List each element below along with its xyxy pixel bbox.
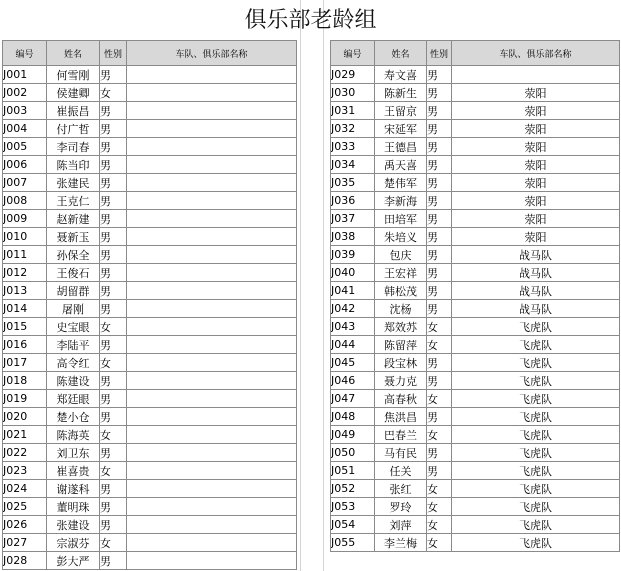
cell-id[interactable]: J005 [3, 138, 47, 156]
cell-gender[interactable]: 男 [427, 84, 452, 102]
cell-name[interactable]: 田培军 [375, 210, 427, 228]
cell-team[interactable] [127, 120, 297, 138]
cell-name[interactable]: 寿文喜 [375, 66, 427, 84]
header-row [3, 41, 297, 66]
sheet-title[interactable]: 俱乐部老龄组 [244, 8, 377, 33]
cell-gender[interactable]: 男 [100, 336, 127, 354]
cell-name[interactable]: 宗淑芬 [47, 534, 100, 552]
grid-line [300, 0, 301, 571]
cell-gender[interactable]: 女 [100, 354, 127, 372]
cell-team[interactable] [127, 84, 297, 102]
cell-id[interactable]: J034 [331, 156, 375, 174]
header-team[interactable]: 车队、俱乐部名称 [127, 41, 297, 66]
cell-id[interactable]: J031 [331, 102, 375, 120]
cell-gender[interactable]: 男 [100, 300, 127, 318]
cell-gender[interactable]: 女 [100, 426, 127, 444]
table-row [331, 336, 620, 354]
cell-gender[interactable]: 男 [427, 354, 452, 372]
table-row [3, 390, 297, 408]
cell-id[interactable]: J043 [331, 318, 375, 336]
cell-gender[interactable]: 男 [100, 174, 127, 192]
table-row [3, 426, 297, 444]
cell-team[interactable]: 飞虎队 [452, 318, 620, 336]
table-row [331, 372, 620, 390]
cell-team[interactable]: 飞虎队 [452, 480, 620, 498]
cell-name[interactable]: 李兰梅 [375, 534, 427, 552]
cell-id[interactable]: J027 [3, 534, 47, 552]
table-row [3, 516, 297, 534]
cell-name[interactable]: 陈留萍 [375, 336, 427, 354]
cell-id[interactable]: J007 [3, 174, 47, 192]
cell-name[interactable]: 陈当印 [47, 156, 100, 174]
cell-team[interactable] [127, 408, 297, 426]
table-row [3, 372, 297, 390]
table-row [331, 318, 620, 336]
table-row [331, 354, 620, 372]
cell-gender[interactable]: 男 [427, 174, 452, 192]
cell-team[interactable]: 荥阳 [452, 84, 620, 102]
cell-team[interactable] [127, 318, 297, 336]
cell-team[interactable]: 飞虎队 [452, 426, 620, 444]
cell-id[interactable]: J016 [3, 336, 47, 354]
cell-name[interactable]: 高春秋 [375, 390, 427, 408]
cell-id[interactable]: J012 [3, 264, 47, 282]
cell-id[interactable]: J003 [3, 102, 47, 120]
cell-gender[interactable]: 男 [427, 138, 452, 156]
table-row [331, 138, 620, 156]
table-row [3, 102, 297, 120]
cell-gender[interactable]: 男 [100, 228, 127, 246]
cell-name[interactable]: 侯建卿 [47, 84, 100, 102]
cell-id[interactable]: J022 [3, 444, 47, 462]
cell-gender[interactable]: 男 [427, 102, 452, 120]
cell-gender[interactable]: 男 [427, 120, 452, 138]
cell-gender[interactable]: 男 [100, 210, 127, 228]
cell-name[interactable]: 罗玲 [375, 498, 427, 516]
table-row [3, 120, 297, 138]
cell-id[interactable]: J037 [331, 210, 375, 228]
table-row [331, 534, 620, 552]
table-row [331, 426, 620, 444]
cell-name[interactable]: 屠刚 [47, 300, 100, 318]
cell-name[interactable]: 聂新玉 [47, 228, 100, 246]
cell-name[interactable]: 包庆 [375, 246, 427, 264]
cell-team[interactable] [127, 300, 297, 318]
cell-id[interactable]: J054 [331, 516, 375, 534]
table-row [331, 228, 620, 246]
table-row [3, 66, 297, 84]
cell-name[interactable]: 张红 [375, 480, 427, 498]
cell-name[interactable]: 李新海 [375, 192, 427, 210]
table-row [331, 480, 620, 498]
cell-id[interactable]: J030 [331, 84, 375, 102]
table-row [3, 462, 297, 480]
table-row [331, 498, 620, 516]
cell-gender[interactable]: 女 [427, 336, 452, 354]
table-row [331, 156, 620, 174]
header-id[interactable]: 编号 [3, 41, 47, 66]
cell-gender[interactable]: 女 [427, 534, 452, 552]
cell-name[interactable]: 陈建设 [47, 372, 100, 390]
header-id[interactable]: 编号 [331, 41, 375, 66]
cell-name[interactable]: 宋延军 [375, 120, 427, 138]
table-row [331, 516, 620, 534]
cell-team[interactable] [452, 66, 620, 84]
cell-team[interactable]: 飞虎队 [452, 444, 620, 462]
cell-name[interactable]: 马有民 [375, 444, 427, 462]
cell-team[interactable]: 飞虎队 [452, 498, 620, 516]
cell-id[interactable]: J029 [331, 66, 375, 84]
cell-name[interactable]: 付广哲 [47, 120, 100, 138]
cell-name[interactable]: 崔振昌 [47, 102, 100, 120]
cell-name[interactable]: 王留京 [375, 102, 427, 120]
header-row [331, 41, 620, 66]
table-row [3, 480, 297, 498]
cell-id[interactable]: J042 [331, 300, 375, 318]
cell-gender[interactable]: 男 [100, 390, 127, 408]
cell-team[interactable]: 飞虎队 [452, 534, 620, 552]
table-row [3, 282, 297, 300]
cell-name[interactable]: 王俊石 [47, 264, 100, 282]
cell-gender[interactable]: 女 [100, 534, 127, 552]
cell-name[interactable]: 刘萍 [375, 516, 427, 534]
table-row [3, 156, 297, 174]
cell-id[interactable]: J001 [3, 66, 47, 84]
cell-gender[interactable]: 男 [427, 192, 452, 210]
cell-team[interactable] [127, 426, 297, 444]
cell-name[interactable]: 焦洪昌 [375, 408, 427, 426]
table-row [3, 228, 297, 246]
cell-gender[interactable]: 男 [427, 282, 452, 300]
cell-id[interactable]: J023 [3, 462, 47, 480]
cell-id[interactable]: J033 [331, 138, 375, 156]
cell-team[interactable] [127, 534, 297, 552]
table-row [3, 192, 297, 210]
cell-team[interactable] [127, 246, 297, 264]
table-row [331, 264, 620, 282]
table-row [331, 390, 620, 408]
cell-name[interactable]: 巴春兰 [375, 426, 427, 444]
cell-gender[interactable]: 男 [427, 300, 452, 318]
cell-team[interactable]: 飞虎队 [452, 462, 620, 480]
table-row [3, 300, 297, 318]
cell-team[interactable] [127, 480, 297, 498]
header-team[interactable]: 车队、俱乐部名称 [452, 41, 620, 66]
table-row [331, 444, 620, 462]
cell-name[interactable]: 韩松茂 [375, 282, 427, 300]
cell-gender[interactable]: 女 [100, 318, 127, 336]
table-row [3, 498, 297, 516]
cell-id[interactable]: J049 [331, 426, 375, 444]
cell-name[interactable]: 李司春 [47, 138, 100, 156]
cell-id[interactable]: J035 [331, 174, 375, 192]
cell-gender[interactable]: 男 [427, 228, 452, 246]
table-row [331, 102, 620, 120]
cell-name[interactable]: 李陆平 [47, 336, 100, 354]
cell-gender[interactable]: 男 [100, 480, 127, 498]
cell-team[interactable] [127, 552, 297, 570]
cell-team[interactable]: 荥阳 [452, 192, 620, 210]
left-roster-table [2, 40, 297, 570]
cell-team[interactable] [127, 156, 297, 174]
cell-team[interactable] [127, 444, 297, 462]
cell-id[interactable]: J015 [3, 318, 47, 336]
cell-name[interactable]: 郑廷眼 [47, 390, 100, 408]
table-row [331, 120, 620, 138]
cell-team[interactable]: 飞虎队 [452, 408, 620, 426]
cell-team[interactable] [127, 462, 297, 480]
table-row [331, 174, 620, 192]
cell-gender[interactable]: 男 [427, 444, 452, 462]
table-row [3, 246, 297, 264]
cell-id[interactable]: J008 [3, 192, 47, 210]
cell-team[interactable] [127, 228, 297, 246]
cell-gender[interactable]: 女 [427, 390, 452, 408]
cell-team[interactable]: 荥阳 [452, 228, 620, 246]
table-row [3, 354, 297, 372]
cell-team[interactable] [127, 210, 297, 228]
cell-team[interactable]: 荥阳 [452, 120, 620, 138]
cell-name[interactable]: 王宏祥 [375, 264, 427, 282]
cell-id[interactable]: J048 [331, 408, 375, 426]
table-row [331, 84, 620, 102]
cell-name[interactable]: 张建设 [47, 516, 100, 534]
cell-gender[interactable]: 男 [100, 156, 127, 174]
cell-gender[interactable]: 男 [427, 66, 452, 84]
cell-team[interactable] [127, 498, 297, 516]
cell-name[interactable]: 聂力克 [375, 372, 427, 390]
table-row [3, 84, 297, 102]
cell-gender[interactable]: 男 [100, 66, 127, 84]
cell-id[interactable]: J017 [3, 354, 47, 372]
cell-name[interactable]: 陈海英 [47, 426, 100, 444]
cell-team[interactable]: 飞虎队 [452, 390, 620, 408]
cell-id[interactable]: J026 [3, 516, 47, 534]
cell-id[interactable]: J020 [3, 408, 47, 426]
cell-name[interactable]: 陈新生 [375, 84, 427, 102]
table-row [3, 336, 297, 354]
cell-gender[interactable]: 女 [427, 498, 452, 516]
cell-id[interactable]: J045 [331, 354, 375, 372]
cell-team[interactable] [127, 282, 297, 300]
cell-name[interactable]: 史宝眼 [47, 318, 100, 336]
cell-id[interactable]: J018 [3, 372, 47, 390]
cell-name[interactable]: 王克仁 [47, 192, 100, 210]
cell-name[interactable]: 谢遂科 [47, 480, 100, 498]
cell-team[interactable]: 战马队 [452, 246, 620, 264]
cell-name[interactable]: 郑效苏 [375, 318, 427, 336]
cell-gender[interactable]: 男 [100, 246, 127, 264]
cell-name[interactable]: 张建民 [47, 174, 100, 192]
cell-id[interactable]: J010 [3, 228, 47, 246]
cell-id[interactable]: J024 [3, 480, 47, 498]
cell-name[interactable]: 赵新建 [47, 210, 100, 228]
grid-line [323, 0, 324, 571]
cell-name[interactable]: 孙保全 [47, 246, 100, 264]
cell-id[interactable]: J044 [331, 336, 375, 354]
cell-name[interactable]: 高令红 [47, 354, 100, 372]
cell-team[interactable]: 战马队 [452, 282, 620, 300]
cell-gender[interactable]: 男 [100, 552, 127, 570]
cell-id[interactable]: J009 [3, 210, 47, 228]
cell-name[interactable]: 王德昌 [375, 138, 427, 156]
table-row [331, 462, 620, 480]
cell-gender[interactable]: 女 [427, 516, 452, 534]
table-row [331, 192, 620, 210]
cell-id[interactable]: J055 [331, 534, 375, 552]
cell-name[interactable]: 刘卫东 [47, 444, 100, 462]
cell-gender[interactable]: 男 [100, 282, 127, 300]
header-name[interactable]: 姓名 [47, 41, 100, 66]
cell-id[interactable]: J052 [331, 480, 375, 498]
table-row [331, 246, 620, 264]
table-row [3, 138, 297, 156]
cell-id[interactable]: J002 [3, 84, 47, 102]
cell-id[interactable]: J032 [331, 120, 375, 138]
cell-team[interactable]: 荥阳 [452, 210, 620, 228]
cell-team[interactable]: 飞虎队 [452, 336, 620, 354]
cell-gender[interactable]: 女 [100, 84, 127, 102]
cell-gender[interactable]: 男 [100, 192, 127, 210]
cell-gender[interactable]: 男 [427, 408, 452, 426]
header-name[interactable]: 姓名 [375, 41, 427, 66]
cell-id[interactable]: J038 [331, 228, 375, 246]
cell-gender[interactable]: 男 [427, 210, 452, 228]
cell-id[interactable]: J036 [331, 192, 375, 210]
cell-gender[interactable]: 女 [427, 318, 452, 336]
cell-team[interactable] [127, 516, 297, 534]
cell-gender[interactable]: 男 [427, 462, 452, 480]
cell-team[interactable] [127, 372, 297, 390]
table-row [3, 318, 297, 336]
cell-name[interactable]: 楚小仓 [47, 408, 100, 426]
cell-gender[interactable]: 男 [427, 264, 452, 282]
cell-id[interactable]: J013 [3, 282, 47, 300]
cell-team[interactable]: 战马队 [452, 264, 620, 282]
cell-team[interactable]: 荥阳 [452, 102, 620, 120]
cell-gender[interactable]: 男 [100, 408, 127, 426]
header-gender[interactable]: 性别 [100, 41, 127, 66]
cell-gender[interactable]: 男 [100, 498, 127, 516]
cell-gender[interactable]: 女 [427, 480, 452, 498]
cell-gender[interactable]: 男 [427, 246, 452, 264]
cell-team[interactable]: 飞虎队 [452, 372, 620, 390]
table-row [331, 66, 620, 84]
cell-team[interactable]: 荥阳 [452, 138, 620, 156]
cell-id[interactable]: J046 [331, 372, 375, 390]
cell-gender[interactable]: 女 [100, 462, 127, 480]
cell-id[interactable]: J051 [331, 462, 375, 480]
cell-id[interactable]: J025 [3, 498, 47, 516]
cell-team[interactable]: 荥阳 [452, 174, 620, 192]
cell-name[interactable]: 段宝林 [375, 354, 427, 372]
cell-id[interactable]: J004 [3, 120, 47, 138]
cell-team[interactable] [127, 192, 297, 210]
header-gender[interactable]: 性别 [427, 41, 452, 66]
cell-gender[interactable]: 男 [100, 444, 127, 462]
cell-name[interactable]: 沈杨 [375, 300, 427, 318]
cell-name[interactable]: 董明珠 [47, 498, 100, 516]
cell-team[interactable] [127, 390, 297, 408]
cell-id[interactable]: J047 [331, 390, 375, 408]
table-row [3, 534, 297, 552]
cell-id[interactable]: J006 [3, 156, 47, 174]
cell-gender[interactable]: 男 [100, 138, 127, 156]
cell-id[interactable]: J028 [3, 552, 47, 570]
cell-team[interactable] [127, 138, 297, 156]
table-row [3, 174, 297, 192]
table-row [3, 552, 297, 570]
table-row [3, 444, 297, 462]
cell-team[interactable] [127, 102, 297, 120]
cell-gender[interactable]: 男 [100, 516, 127, 534]
cell-name[interactable]: 何雪刚 [47, 66, 100, 84]
cell-gender[interactable]: 男 [100, 372, 127, 390]
cell-team[interactable]: 飞虎队 [452, 354, 620, 372]
table-row [3, 408, 297, 426]
cell-name[interactable]: 禹天喜 [375, 156, 427, 174]
table-row [331, 408, 620, 426]
cell-id[interactable]: J041 [331, 282, 375, 300]
cell-name[interactable]: 彭大严 [47, 552, 100, 570]
cell-name[interactable]: 任关 [375, 462, 427, 480]
cell-id[interactable]: J014 [3, 300, 47, 318]
cell-team[interactable] [127, 66, 297, 84]
cell-team[interactable] [127, 174, 297, 192]
cell-gender[interactable]: 男 [427, 156, 452, 174]
cell-team[interactable] [127, 264, 297, 282]
table-row [3, 264, 297, 282]
cell-id[interactable]: J021 [3, 426, 47, 444]
cell-gender[interactable]: 女 [427, 426, 452, 444]
cell-name[interactable]: 崔喜贵 [47, 462, 100, 480]
cell-gender[interactable]: 男 [100, 264, 127, 282]
cell-id[interactable]: J053 [331, 498, 375, 516]
cell-gender[interactable]: 男 [427, 372, 452, 390]
cell-name[interactable]: 朱培义 [375, 228, 427, 246]
cell-id[interactable]: J019 [3, 390, 47, 408]
cell-gender[interactable]: 男 [100, 102, 127, 120]
right-roster-table [330, 40, 620, 552]
cell-name[interactable]: 楚伟军 [375, 174, 427, 192]
table-row [331, 210, 620, 228]
cell-id[interactable]: J040 [331, 264, 375, 282]
cell-id[interactable]: J011 [3, 246, 47, 264]
cell-team[interactable]: 战马队 [452, 300, 620, 318]
cell-team[interactable] [127, 336, 297, 354]
cell-team[interactable]: 荥阳 [452, 156, 620, 174]
cell-gender[interactable]: 男 [100, 120, 127, 138]
cell-team[interactable]: 飞虎队 [452, 516, 620, 534]
cell-id[interactable]: J039 [331, 246, 375, 264]
table-row [331, 282, 620, 300]
cell-name[interactable]: 胡留群 [47, 282, 100, 300]
table-row [3, 210, 297, 228]
table-row [331, 300, 620, 318]
cell-id[interactable]: J050 [331, 444, 375, 462]
cell-team[interactable] [127, 354, 297, 372]
